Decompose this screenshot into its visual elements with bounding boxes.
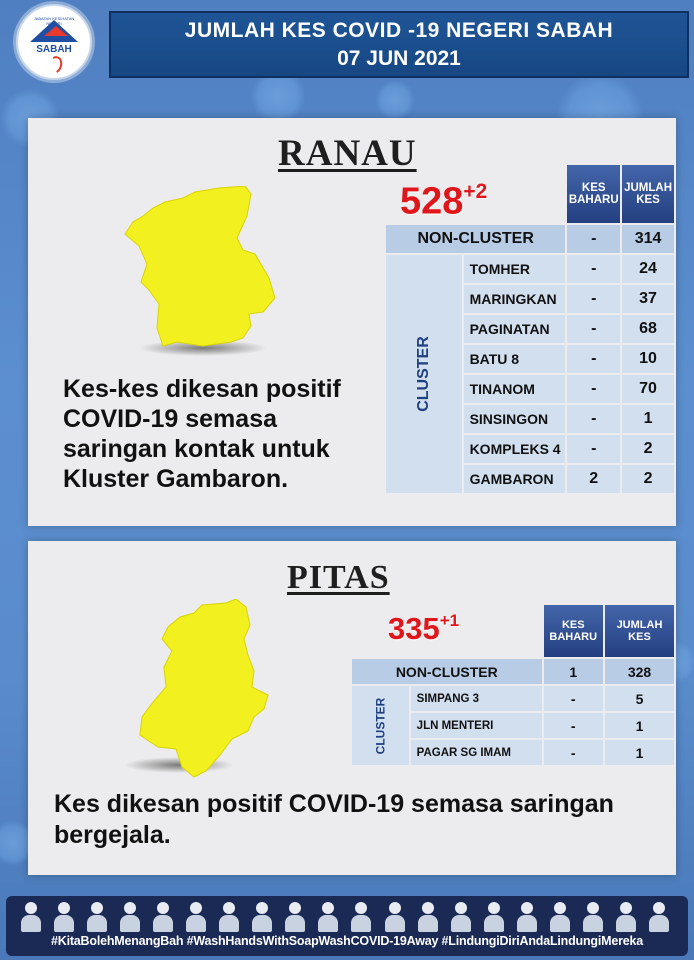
cluster-total: 37 xyxy=(622,285,674,313)
new-cases-increment: +1 xyxy=(439,611,460,631)
district-name: RANAU xyxy=(278,133,417,174)
person-icon xyxy=(20,900,42,932)
cluster-new: - xyxy=(567,285,620,313)
person-icon xyxy=(350,900,372,932)
health-department-logo xyxy=(16,4,92,80)
table-row xyxy=(386,255,674,283)
ranau-panel xyxy=(28,118,676,526)
table-row xyxy=(352,659,674,684)
column-header-total: JUMLAH KES xyxy=(605,605,674,657)
cluster-name: KOMPLEKS 4 xyxy=(464,435,566,463)
hashtags: #KitaBolehMenangBah #WashHandsWithSoapWashCOVID-19Away #LindungiDiriAndaLindungiMereka xyxy=(50,934,644,948)
non-cluster-new: 1 xyxy=(544,659,603,684)
person-icon xyxy=(582,900,604,932)
non-cluster-total: 314 xyxy=(622,225,674,253)
cluster-new: - xyxy=(567,345,620,373)
cluster-name: GAMBARON xyxy=(464,465,566,493)
cluster-total: 1 xyxy=(605,740,674,765)
non-cluster-label: NON-CLUSTER xyxy=(352,659,542,684)
footer-banner xyxy=(6,896,688,956)
cluster-name: JLN MENTERI xyxy=(411,713,542,738)
frontliner-icons-row xyxy=(20,900,670,932)
cluster-vertical-label xyxy=(352,686,409,765)
title-banner xyxy=(109,11,689,78)
case-note: Kes-kes dikesan positif COVID-19 semasa saringan kontak untuk Kluster Gambaron. xyxy=(63,375,341,493)
pitas-panel xyxy=(28,541,676,875)
person-icon xyxy=(615,900,637,932)
logo-subtext: JABATAN KESIHATAN NEGERI xyxy=(33,16,75,26)
cluster-new: - xyxy=(544,740,603,765)
cluster-new: - xyxy=(544,686,603,711)
non-cluster-total: 328 xyxy=(605,659,674,684)
report-date: 07 JUN 2021 xyxy=(337,47,461,70)
table-row xyxy=(386,225,674,253)
total-cases-value: 528 xyxy=(400,180,464,223)
person-icon xyxy=(119,900,141,932)
cluster-total: 24 xyxy=(622,255,674,283)
cluster-name: SIMPANG 3 xyxy=(411,686,542,711)
cluster-name: MARINGKAN xyxy=(464,285,566,313)
cluster-name: TINANOM xyxy=(464,375,566,403)
person-icon xyxy=(218,900,240,932)
person-icon xyxy=(317,900,339,932)
cluster-total: 1 xyxy=(605,713,674,738)
person-icon xyxy=(516,900,538,932)
cluster-name: TOMHER xyxy=(464,255,566,283)
cluster-total: 2 xyxy=(622,435,674,463)
cluster-name: PAGAR SG IMAM xyxy=(411,740,542,765)
column-header-total: JUMLAH KES xyxy=(622,165,674,223)
virus-decoration xyxy=(375,80,415,120)
total-cases-value: 335 xyxy=(388,611,440,646)
person-icon xyxy=(549,900,571,932)
cluster-name: BATU 8 xyxy=(464,345,566,373)
person-icon xyxy=(384,900,406,932)
person-icon xyxy=(648,900,670,932)
cluster-name: SINSINGON xyxy=(464,405,566,433)
ranau-map-icon xyxy=(123,186,283,361)
cluster-new: - xyxy=(567,405,620,433)
case-note: Kes dikesan positif COVID-19 semasa saringan bergejala. xyxy=(54,790,614,849)
person-icon xyxy=(450,900,472,932)
column-header-new: KES BAHARU xyxy=(567,165,620,223)
person-icon xyxy=(284,900,306,932)
cluster-total: 2 xyxy=(622,465,674,493)
cluster-new: 2 xyxy=(567,465,620,493)
cluster-total: 5 xyxy=(605,686,674,711)
cluster-vertical-label xyxy=(386,255,462,493)
non-cluster-label: NON-CLUSTER xyxy=(386,225,565,253)
swoosh-icon xyxy=(45,54,64,76)
logo-text: SABAH xyxy=(36,44,72,55)
cluster-label: CLUSTER xyxy=(373,697,388,754)
person-icon xyxy=(185,900,207,932)
cluster-new: - xyxy=(567,375,620,403)
cluster-new: - xyxy=(567,255,620,283)
pitas-cases-table xyxy=(350,603,676,767)
cluster-label: CLUSTER xyxy=(414,336,432,412)
cluster-total: 68 xyxy=(622,315,674,343)
pitas-map-icon xyxy=(136,599,276,779)
person-icon xyxy=(483,900,505,932)
page-title: JUMLAH KES COVID -19 NEGERI SABAH xyxy=(184,19,614,42)
non-cluster-new: - xyxy=(567,225,620,253)
column-header-new: KES BAHARU xyxy=(544,605,603,657)
cluster-new: - xyxy=(567,435,620,463)
person-icon xyxy=(417,900,439,932)
cluster-name: PAGINATAN xyxy=(464,315,566,343)
mountain-peak-icon xyxy=(44,26,68,36)
person-icon xyxy=(86,900,108,932)
cluster-new: - xyxy=(567,315,620,343)
cluster-total: 70 xyxy=(622,375,674,403)
ranau-cases-table xyxy=(384,163,676,495)
cluster-new: - xyxy=(544,713,603,738)
cluster-total: 10 xyxy=(622,345,674,373)
new-cases-increment: +2 xyxy=(463,180,488,203)
person-icon xyxy=(152,900,174,932)
person-icon xyxy=(53,900,75,932)
person-icon xyxy=(251,900,273,932)
district-name: PITAS xyxy=(287,559,390,596)
cluster-total: 1 xyxy=(622,405,674,433)
table-row xyxy=(352,686,674,711)
